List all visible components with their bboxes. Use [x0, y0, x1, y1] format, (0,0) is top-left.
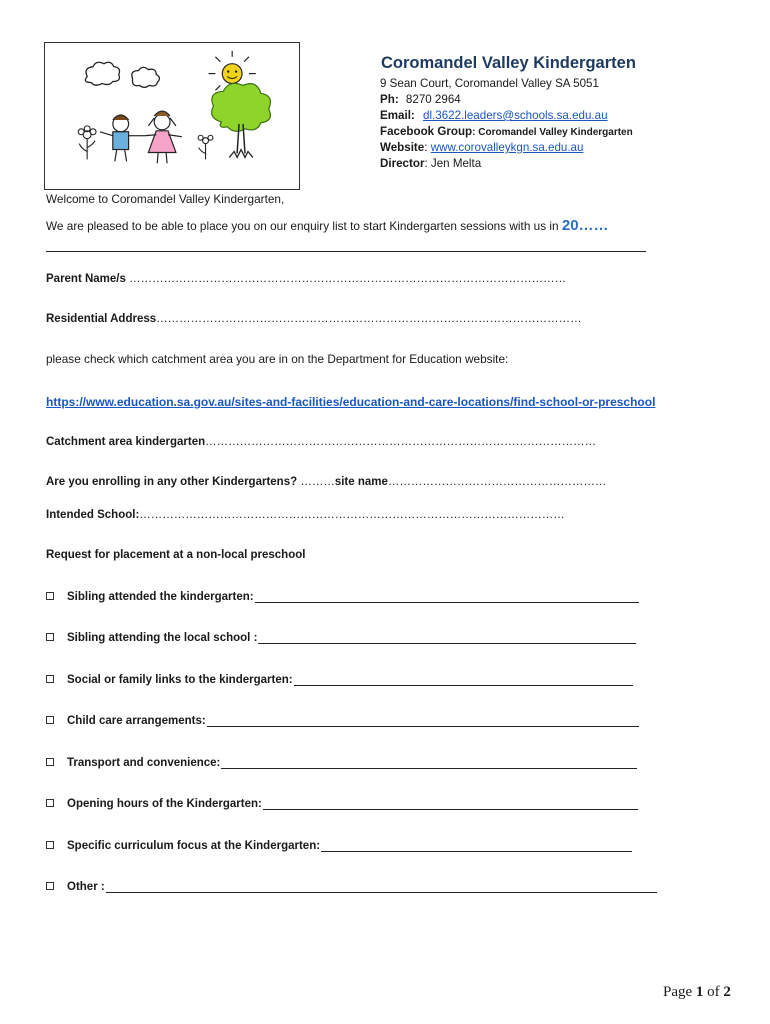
website-line — [380, 141, 583, 154]
option-child-care — [46, 715, 639, 727]
residential-address-dots: ………………………………………………………………………………………………… — [156, 313, 582, 325]
checkbox[interactable] — [46, 799, 54, 807]
page-current: 1 — [695, 984, 704, 1000]
page-number — [663, 984, 731, 1001]
page-word: Page — [663, 984, 693, 1000]
site-name-label: site name — [334, 476, 388, 488]
option-label: Sibling attended the kindergarten: — [67, 591, 254, 603]
answer-line[interactable] — [255, 592, 639, 603]
email-line — [380, 109, 608, 122]
parent-name-field[interactable] — [46, 273, 566, 285]
kindergarten-logo — [44, 42, 300, 190]
catchment-kindergarten-dots: ………………………………………………………………………………………… — [205, 436, 597, 448]
parent-name-label: Parent Name/s — [46, 273, 126, 285]
email-label: Email: — [380, 109, 415, 122]
phone-number: 8270 2964 — [405, 93, 461, 106]
checkbox[interactable] — [46, 592, 54, 600]
option-label: Opening hours of the Kindergarten: — [67, 798, 262, 810]
checkbox[interactable] — [46, 758, 54, 766]
checkbox[interactable] — [46, 716, 54, 724]
option-curriculum-focus — [46, 840, 632, 852]
start-year: 20…… — [561, 217, 609, 234]
option-transport — [46, 757, 637, 769]
residential-address-label: Residential Address — [46, 313, 157, 325]
answer-line[interactable] — [294, 675, 633, 686]
parent-name-dots: …………………………………………………………………………………………………… — [125, 273, 567, 285]
option-social-family-links — [46, 674, 633, 686]
other-kindergartens-dots: ……… — [300, 476, 335, 488]
option-label: Social or family links to the kindergarten: — [67, 674, 293, 686]
director-line — [380, 157, 481, 170]
director-label: Director — [380, 157, 425, 170]
option-label: Specific curriculum focus at the Kindergarten: — [67, 840, 321, 852]
intended-school-label: Intended School: — [46, 509, 140, 521]
facebook-line — [380, 125, 633, 138]
answer-line[interactable] — [106, 882, 657, 893]
intended-school-dots: ………………………………………………………………………………………………… — [139, 509, 565, 521]
checkbox[interactable] — [46, 882, 54, 890]
separator-line — [46, 251, 646, 252]
checkbox[interactable] — [46, 675, 54, 683]
website-label: Website — [380, 141, 425, 154]
page-total: 2 — [723, 984, 731, 1000]
option-label: Other : — [67, 881, 105, 893]
kindergarten-title: Coromandel Valley Kindergarten — [381, 54, 636, 72]
site-name-dots: ………………………………………………… — [387, 476, 607, 488]
residential-address-field[interactable] — [46, 313, 582, 325]
enquiry-text — [46, 217, 609, 234]
website-separator: : — [424, 141, 428, 154]
catchment-kindergarten-label: Catchment area kindergarten — [46, 436, 206, 448]
option-sibling-attended — [46, 591, 639, 603]
answer-line[interactable] — [321, 841, 632, 852]
children-drawing-icon — [45, 43, 299, 189]
welcome-text: Welcome to Coromandel Valley Kindergarten, — [46, 192, 285, 206]
other-kindergartens-label: Are you enrolling in any other Kindergartens? — [46, 476, 301, 488]
answer-line[interactable] — [263, 799, 638, 810]
intended-school-field[interactable] — [46, 509, 565, 521]
option-label: Sibling attending the local school : — [67, 632, 258, 644]
answer-line[interactable] — [207, 716, 639, 727]
phone-label: Ph: — [380, 93, 399, 106]
answer-line[interactable] — [221, 758, 637, 769]
website-link[interactable]: www.corovalleykgn.sa.edu.au — [430, 141, 584, 154]
answer-line[interactable] — [258, 633, 636, 644]
address-line: 9 Sean Court, Coromandel Valley SA 5051 — [380, 77, 599, 90]
option-label: Transport and convenience: — [67, 757, 221, 769]
facebook-label: Facebook Group — [380, 125, 473, 138]
director-name: : Jen Melta — [424, 157, 482, 170]
catchment-note: please check which catchment area you are in on the Department for Education website: — [46, 352, 509, 366]
of-word: of — [707, 984, 720, 1000]
request-heading: Request for placement at a non-local preschool — [46, 549, 306, 561]
other-kindergartens-field[interactable] — [46, 476, 606, 488]
checkbox[interactable] — [46, 841, 54, 849]
option-label: Child care arrangements: — [67, 715, 206, 727]
enquiry-sentence: We are pleased to be able to place you on our enquiry list to start Kindergarten sessions with us in — [46, 219, 562, 233]
catchment-kindergarten-field[interactable] — [46, 436, 596, 448]
facebook-group-name: : Coromandel Valley Kindergarten — [472, 127, 633, 138]
checkbox[interactable] — [46, 633, 54, 641]
email-link[interactable]: dl.3622.leaders@schools.sa.edu.au — [423, 109, 608, 122]
phone-line — [380, 93, 461, 106]
option-other — [46, 881, 657, 893]
option-sibling-local-school — [46, 632, 636, 644]
catchment-website-link[interactable]: https://www.education.sa.gov.au/sites-and-facilities/education-and-care-locations/find-school-or-preschool — [46, 395, 656, 409]
option-opening-hours — [46, 798, 638, 810]
